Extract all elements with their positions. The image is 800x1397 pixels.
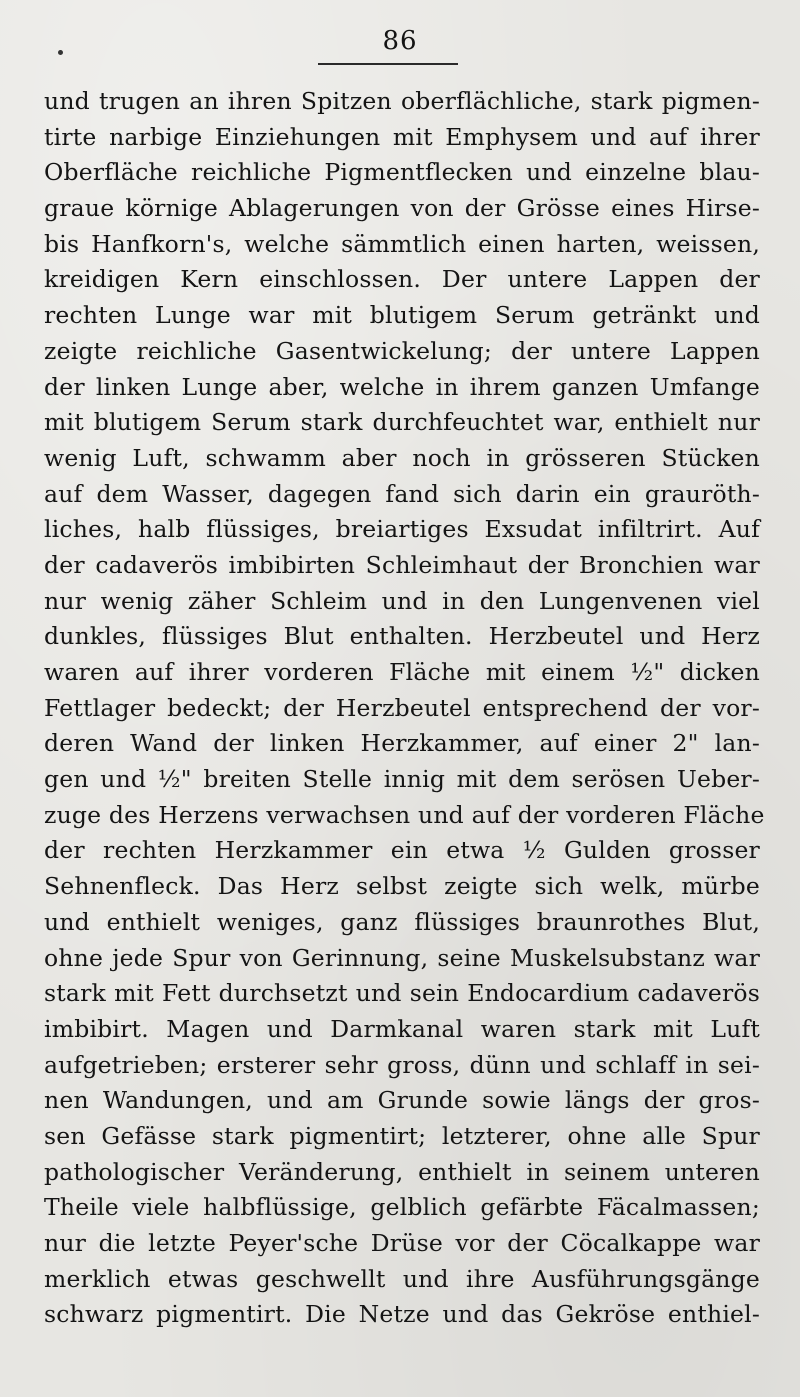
text-line: und trugen an ihren Spitzen oberflächliche, stark pigmen- [44, 87, 760, 115]
text-line: kreidigen Kern einschlossen. Der untere Lappen der [44, 265, 760, 294]
text-line: zuge des Herzens verwachsen und auf der vorderen Fläche [44, 800, 765, 829]
text-line: merklich etwas geschwellt und ihre Ausführungsgänge [44, 1264, 760, 1293]
header-rule [318, 63, 458, 65]
text-line: pathologischer Veränderung, enthielt in seinem unteren [44, 1157, 760, 1186]
page-number: 86 [382, 26, 418, 56]
text-line: mit blutigem Serum stark durchfeuchtet war, enthielt nur [44, 408, 760, 437]
text-line: nur die letzte Peyer'sche Drüse vor der Cöcalkappe war [44, 1229, 760, 1257]
text-line: Sehnenfleck. Das Herz selbst zeigte sich welk, mürbe [44, 872, 760, 901]
text-line: nen Wandungen, und am Grunde sowie längs der gros- [44, 1086, 760, 1115]
text-line: sen Gefässe stark pigmentirt; letzterer, ohne alle Spur [44, 1121, 760, 1150]
text-line: der linken Lunge aber, welche in ihrem ganzen Umfange [44, 372, 760, 401]
text-line: rechten Lunge war mit blutigem Serum getränkt und [44, 301, 760, 330]
text-line: nur wenig zäher Schleim und in den Lungenvenen viel [44, 586, 760, 615]
text-line: ohne jede Spur von Gerinnung, seine Muskelsubstanz war [44, 943, 760, 972]
text-line: Fettlager bedeckt; der Herzbeutel entsprechend der vor- [44, 693, 760, 722]
text-line: tirte narbige Einziehungen mit Emphysem und auf ihrer [44, 122, 760, 151]
text-line: stark mit Fett durchsetzt und sein Endocardium cadaverös [44, 979, 760, 1008]
text-line: deren Wand der linken Herzkammer, auf einer 2" lan- [44, 729, 760, 758]
text-line: bis Hanfkorn's, welche sämmtlich einen harten, weissen, [44, 229, 760, 258]
text-line: auf dem Wasser, dagegen fand sich darin ein grauröth- [44, 479, 760, 508]
text-line: imbibirt. Magen und Darmkanal waren stark mit Luft [44, 1014, 760, 1043]
body-text [44, 84, 765, 1333]
text-line: schwarz pigmentirt. Die Netze und das Gekröse enthiel- [44, 1300, 760, 1329]
text-line: aufgetrieben; ersterer sehr gross, dünn und schlaff in sei- [44, 1050, 760, 1079]
text-line: waren auf ihrer vorderen Fläche mit einem ½" dicken [44, 658, 760, 686]
text-line: zeigte reichliche Gasentwickelung; der untere Lappen [44, 336, 760, 365]
text-line: dunkles, flüssiges Blut enthalten. Herzbeutel und Herz [44, 622, 760, 651]
text-line: gen und ½" breiten Stelle innig mit dem serösen Ueber- [44, 765, 760, 794]
text-line: wenig Luft, schwamm aber noch in grösseren Stücken [44, 443, 760, 472]
text-line: der cadaverös imbibirten Schleimhaut der Bronchien war [44, 550, 760, 579]
text-line: und enthielt weniges, ganz flüssiges braunrothes Blut, [44, 907, 760, 936]
text-line: liches, halb flüssiges, breiartiges Exsudat infiltrirt. Auf [44, 515, 760, 544]
text-line: Oberfläche reichliche Pigmentflecken und einzelne blau- [44, 158, 760, 187]
text-line: der rechten Herzkammer ein etwa ½ Gulden grosser [44, 836, 760, 865]
text-line: Theile viele halbflüssige, gelblich gefärbte Fäcalmassen; [44, 1193, 760, 1222]
text-line: graue körnige Ablagerungen von der Grösse eines Hirse- [44, 194, 760, 223]
